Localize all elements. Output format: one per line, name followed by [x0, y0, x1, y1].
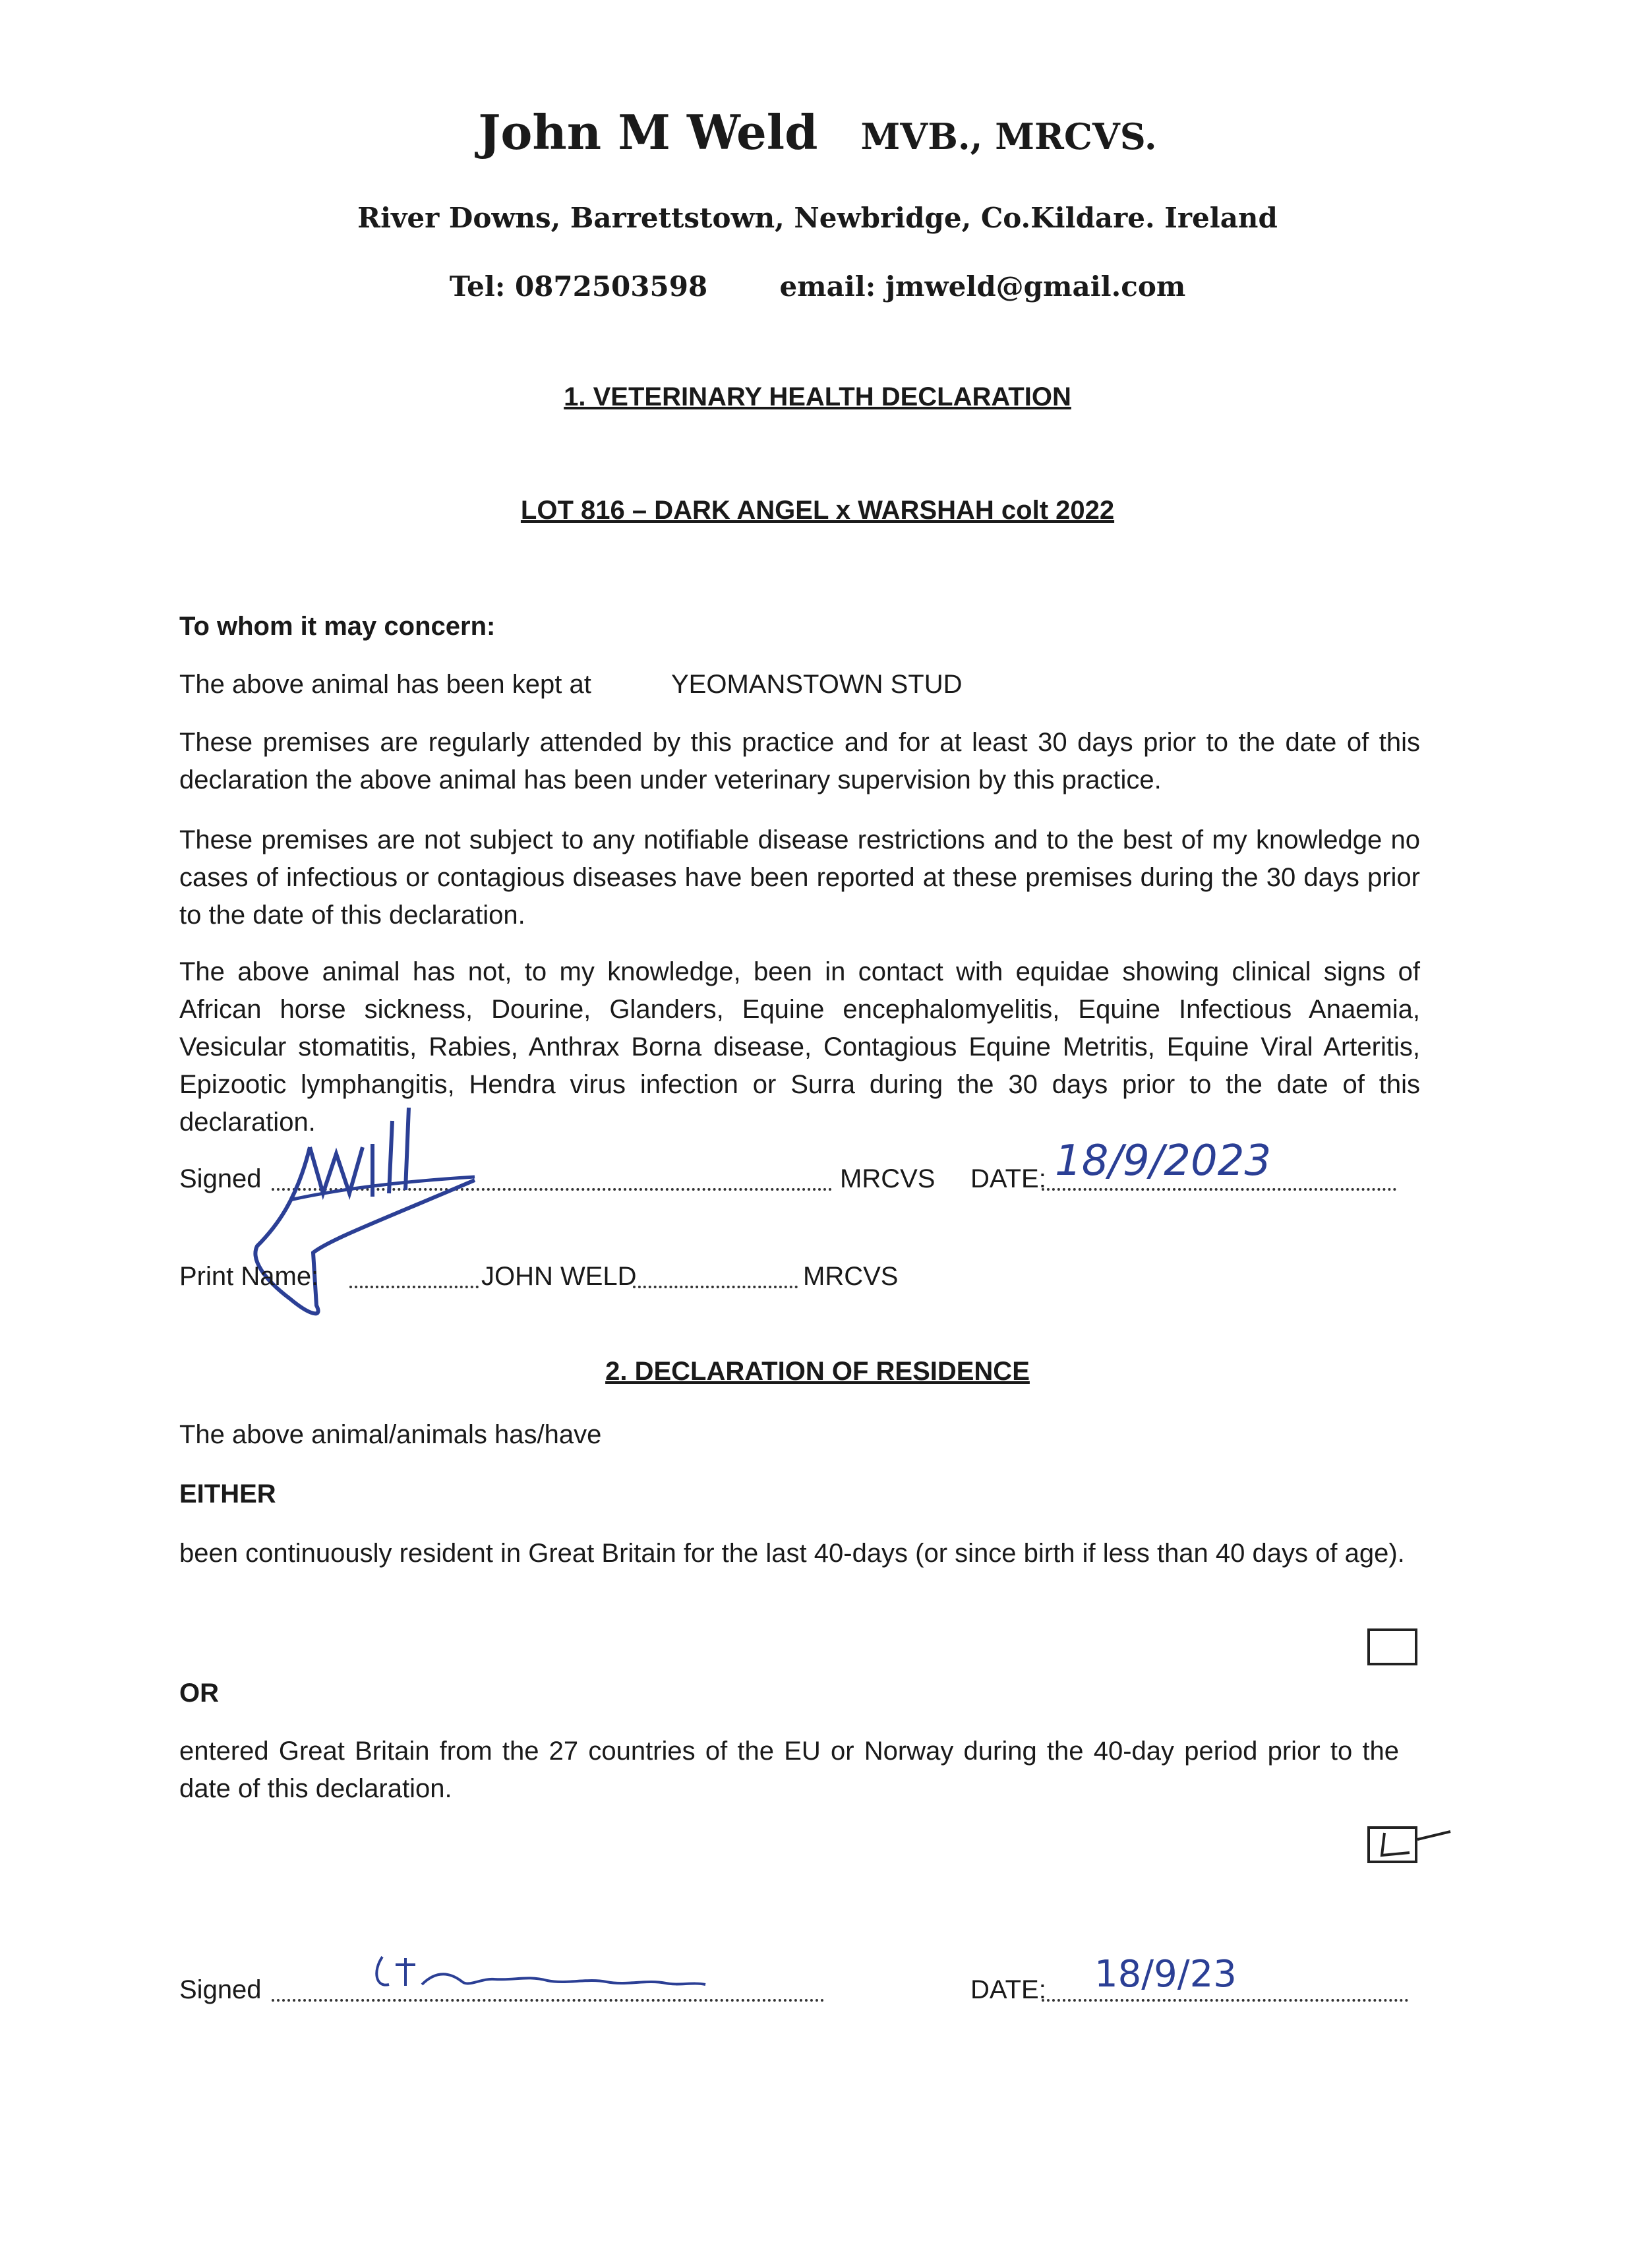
email-address: email: jmweld@gmail.com	[779, 270, 1186, 303]
option-entered: entered Great Britain from the 27 countries of the EU or Norway during the 40-day period prior to the date of this declaration.	[179, 1737, 1399, 1803]
owner-signature	[369, 1952, 712, 1998]
signed-suffix-1: MRCVS	[840, 1164, 936, 1193]
date-label-2: DATE:	[970, 1975, 1046, 2004]
kept-at-label: The above animal has been kept at	[179, 670, 591, 699]
print-name-value: JOHN WELD	[481, 1262, 637, 1291]
print-name-line-right	[633, 1262, 798, 1288]
section2-heading: 2. DECLARATION OF RESIDENCE	[605, 1357, 1030, 1386]
option-resident: been continuously resident in Great Britain for the last 40-days (or since birth if less than 40 days of age).	[179, 1539, 1405, 1568]
letterhead-title	[0, 104, 1635, 160]
paragraph-supervision: These premises are regularly attended by this practice and for at least 30 days prior to the date of this declaration the above animal has been under veterinary supervision by this practice.	[179, 728, 1420, 794]
print-name-label: Print Name:	[179, 1262, 319, 1291]
date-label-1: DATE:	[970, 1164, 1046, 1193]
handwritten-date-1: 18/9/2023	[1055, 1137, 1272, 1185]
telephone: Tel: 0872503598	[449, 270, 708, 303]
address: River Downs, Barrettstown, Newbridge, Co.Kildare. Ireland	[357, 202, 1278, 234]
section1-heading: 1. VETERINARY HEALTH DECLARATION	[564, 382, 1071, 411]
checkbox-entered[interactable]	[1367, 1826, 1417, 1863]
handwritten-date-2: 18/9/23	[1094, 1953, 1237, 1996]
lot-title: LOT 816 – DARK ANGEL x WARSHAH colt 2022	[520, 496, 1115, 525]
check-mark-tail-icon	[1417, 1826, 1457, 1846]
signed-label-1: Signed	[179, 1164, 262, 1193]
signed-label-2: Signed	[179, 1975, 262, 2004]
print-name-suffix: MRCVS	[803, 1262, 899, 1291]
or-label: OR	[179, 1679, 219, 1708]
either-label: EITHER	[179, 1479, 276, 1508]
qualifications: MVB., MRCVS.	[860, 115, 1157, 158]
check-mark-icon	[1370, 1829, 1415, 1861]
paragraph-disease-restrictions: These premises are not subject to any notifiable disease restrictions and to the best of my knowledge no cases of infectious or contagious diseases have been reported at these premises during the 30 days prior to the date of this declaration.	[179, 825, 1420, 930]
print-name-line-left	[349, 1262, 479, 1288]
paragraph-contact-declaration: The above animal has not, to my knowledge, been in contact with equidae showing clinical signs of African horse sickness, Dourine, Glanders, Equine encephalomyelitis, Equine Infectious Anaemia, Vesicular stomatitis, Rabies, Anthrax Borna disease, Contagious Equine Metritis, Equine Viral Arteritis, Epizootic lymphangitis, Hendra virus infection or Surra during the 30 days prior to the date of this declaration.	[179, 957, 1420, 1137]
practitioner-name: John M Weld	[478, 104, 818, 160]
contact-line	[0, 270, 1635, 303]
kept-at-value: YEOMANSTOWN STUD	[671, 670, 963, 699]
checkbox-resident[interactable]	[1367, 1628, 1417, 1665]
salutation: To whom it may concern:	[179, 612, 496, 641]
residence-intro: The above animal/animals has/have	[179, 1420, 602, 1449]
